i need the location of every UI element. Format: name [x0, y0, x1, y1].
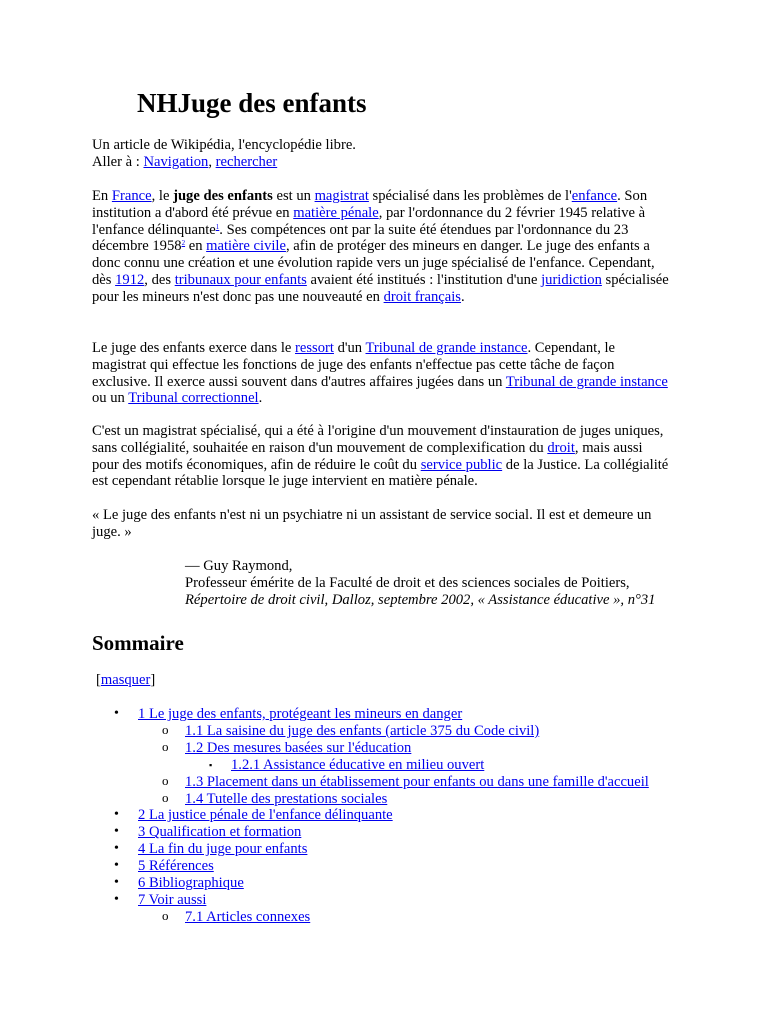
toc-item: [92, 807, 712, 824]
site-subtitle: Un article de Wikipédia, l'encyclopédie libre.: [92, 137, 356, 153]
separator: ,: [208, 153, 216, 170]
bullet-icon: •: [114, 858, 119, 874]
toc-heading: Sommaire: [92, 631, 184, 655]
toc-link[interactable]: 1.1 La saisine du juge des enfants (article 375 du Code civil): [185, 722, 540, 739]
goto-prefix: Aller à :: [92, 153, 144, 170]
toc-item: [92, 723, 712, 740]
link-tribunal-grande-instance[interactable]: Tribunal de grande instance: [365, 340, 528, 356]
link-droit[interactable]: droit: [547, 439, 575, 456]
bullet-icon: ▪: [209, 759, 213, 770]
link-france[interactable]: France: [111, 188, 152, 204]
text: , afin de protéger des mineurs en danger. Le juge des enfants a donc connu une création et une évolution rapide vers un juge spécialisé de l'enfance. Cependant, dès: [92, 238, 655, 288]
toc-link[interactable]: 1 Le juge des enfants, protégeant les mineurs en danger: [138, 706, 463, 722]
link-tribunal-correctionnel[interactable]: Tribunal correctionnel: [128, 390, 259, 407]
link-magistrat[interactable]: magistrat: [314, 188, 369, 204]
text: .: [461, 288, 465, 305]
text: En: [92, 188, 112, 204]
quote-author: — Guy Raymond,: [185, 558, 293, 574]
toc-item: [92, 858, 712, 875]
link-droit-francais[interactable]: droit français: [383, 288, 461, 305]
text: de la Justice. La collégialité est cependant rétablie lorsque le juge intervient en matière pénale.: [92, 456, 669, 490]
link-service-public[interactable]: service public: [420, 456, 503, 473]
text: est un: [272, 188, 315, 204]
text: .: [258, 390, 263, 407]
bullet-icon: •: [114, 807, 119, 823]
toc-link[interactable]: 7.1 Articles connexes: [185, 908, 311, 925]
text: spécialisée pour les mineurs n'est donc pas une nouveauté en: [92, 271, 669, 305]
link-tribunal-grande-instance-2[interactable]: Tribunal de grande instance: [505, 373, 668, 390]
paragraph-1: [92, 188, 672, 306]
bullet-icon: •: [114, 824, 119, 840]
toc-link[interactable]: 1.2.1 Assistance éducative en milieu ouvert: [231, 756, 485, 773]
text: spécialisé dans les problèmes de l': [368, 188, 572, 204]
toc-item: [92, 791, 712, 808]
paragraph-3: [92, 423, 672, 490]
toc-item: [92, 706, 712, 723]
toc-link[interactable]: 2 La justice pénale de l'enfance délinquante: [138, 807, 393, 824]
link-matiere-penale[interactable]: matière pénale: [293, 204, 379, 221]
toc-item: [92, 875, 712, 892]
text: avaient été institués : l'institution d'une: [306, 271, 542, 288]
toc-link[interactable]: 1.3 Placement dans un établissement pour enfants ou dans une famille d'accueil: [185, 773, 649, 790]
text: Le juge des enfants exerce dans le: [92, 340, 296, 356]
text: ou un: [92, 390, 129, 407]
paragraph-2: [92, 340, 672, 407]
bullet-icon: •: [114, 875, 119, 891]
bullet-icon: •: [114, 706, 119, 721]
ref-2[interactable]: 2: [181, 239, 186, 248]
text: C'est un magistrat spécialisé, qui a été à l'origine d'un mouvement d'instauration de juges uniques, sans collégialité, souhaitée en raison d'un mouvement de complexification du: [92, 423, 664, 456]
toc-link[interactable]: 5 Références: [138, 858, 214, 875]
text: , mais aussi pour des motifs économiques, afin de réduire le coût du: [92, 439, 643, 473]
bullet-icon: •: [114, 841, 119, 857]
toc-item: [92, 909, 712, 926]
quote-text: « Le juge des enfants n'est ni un psychiatre ni un assistant de service social. Il est et demeure un juge. »: [92, 507, 652, 540]
text: d'un: [333, 340, 366, 356]
toc-link[interactable]: 1.2 Des mesures basées sur l'éducation: [185, 739, 412, 756]
text: , des: [144, 271, 175, 288]
hide-toc-link[interactable]: masquer: [100, 672, 151, 688]
link-ressort[interactable]: ressort: [295, 340, 334, 356]
text: . Son institution a d'abord été prévue en: [92, 188, 648, 221]
ref-1[interactable]: 1: [215, 222, 220, 231]
page-title: NHJuge des enfants: [137, 88, 367, 118]
intro: [92, 137, 692, 171]
bullet-icon: o: [162, 789, 169, 805]
navigation-link[interactable]: Navigation: [143, 153, 209, 170]
toc-link[interactable]: 3 Qualification et formation: [138, 824, 302, 841]
text: en: [185, 238, 207, 255]
toc-list: [92, 706, 712, 926]
text: . Ses compétences ont par la suite été étendues par l'ordonnance du 23 décembre 1958: [92, 221, 629, 255]
toc-link[interactable]: 1.4 Tutelle des prestations sociales: [185, 790, 388, 807]
link-1912[interactable]: 1912: [115, 271, 145, 288]
toc-item: [92, 774, 712, 791]
bullet-icon: o: [162, 772, 169, 788]
toc-toggle: [96, 672, 155, 689]
quote-source: Répertoire de droit civil, Dalloz, septembre 2002, « Assistance éducative », n°31: [185, 591, 656, 608]
toc-item: [92, 841, 712, 858]
quote-attribution: [185, 558, 675, 608]
bullet-icon: o: [162, 721, 169, 737]
quote-role: Professeur émérite de la Faculté de droit et des sciences sociales de Poitiers,: [185, 574, 630, 591]
text: . Cependant, le magistrat qui effectue les fonctions de juge des enfants n'effectue pas cette tâche de façon exclusive. Il exerce aussi souvent dans d'autres affaires jugées dans un: [92, 340, 616, 390]
toc-item: [92, 757, 712, 774]
bracket: ]: [150, 672, 156, 688]
link-matiere-civile[interactable]: matière civile: [206, 238, 286, 255]
toc-link[interactable]: 7 Voir aussi: [138, 891, 207, 908]
bold-term: juge des enfants: [173, 188, 273, 204]
search-link[interactable]: rechercher: [215, 153, 278, 170]
link-enfance[interactable]: enfance: [571, 188, 618, 204]
toc-link[interactable]: 4 La fin du juge pour enfants: [138, 841, 308, 858]
toc-item: [92, 824, 712, 841]
text: , par l'ordonnance du 2 février 1945 relative à l'enfance délinquante: [92, 204, 646, 238]
toc-item: [92, 740, 712, 757]
text: , le: [151, 188, 174, 204]
bullet-icon: •: [114, 891, 119, 907]
bullet-icon: o: [162, 907, 169, 923]
toc-link[interactable]: 6 Bibliographique: [138, 875, 244, 892]
link-juridiction[interactable]: juridiction: [541, 271, 602, 288]
toc-item: [92, 892, 712, 909]
bracket: [: [96, 672, 101, 688]
link-tribunaux-pour-enfants[interactable]: tribunaux pour enfants: [174, 271, 307, 288]
bullet-icon: o: [162, 738, 169, 754]
